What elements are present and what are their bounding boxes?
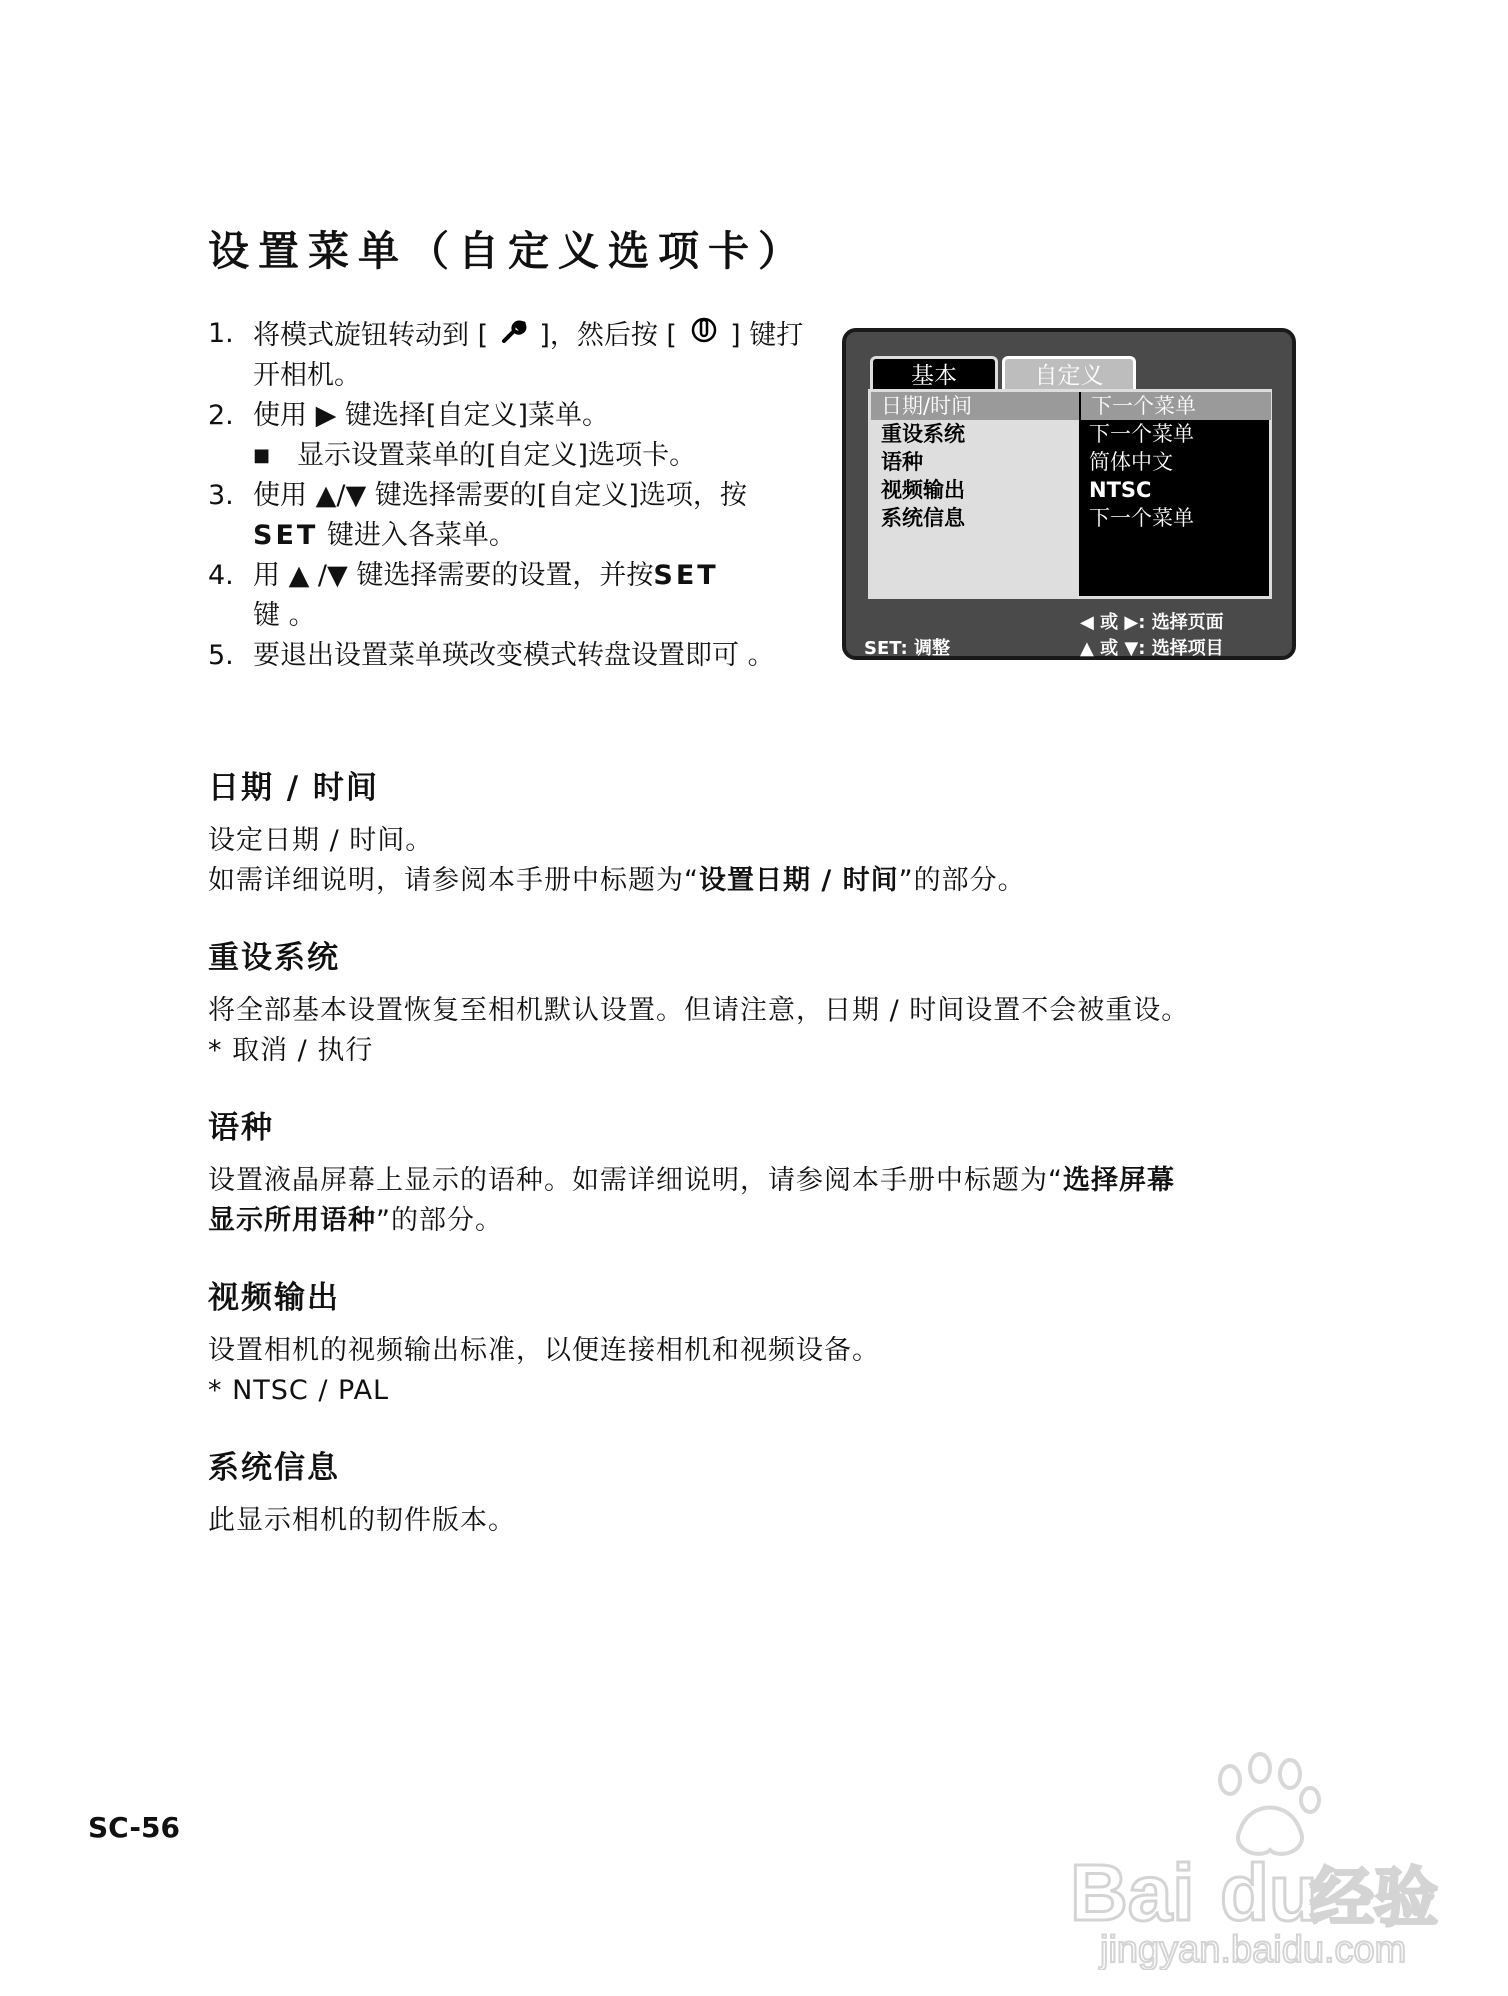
- lcd-hint-page: ◀ 或 ▶: 选择页面: [1080, 612, 1224, 633]
- lcd-value: 下一个菜单: [1089, 506, 1194, 530]
- svg-text:经验: 经验: [1310, 1862, 1438, 1936]
- section-heading: 语种: [208, 1110, 274, 1146]
- section-heading: 重设系统: [208, 940, 340, 976]
- section-datetime: 日期 / 时间 设定日期 / 时间。 如需详细说明，请参阅本手册中标题为“设置日期 / 时间”的部分。: [208, 762, 1026, 901]
- lcd-item-sysinfo: 系统信息: [881, 506, 965, 530]
- svg-text:du: du: [1220, 1848, 1318, 1937]
- step-3: 3. 使用 ▲/▼ 键选择需要的[自定义]选项，按SET 键进入各菜单。: [208, 480, 747, 551]
- wrench-icon: [497, 316, 531, 356]
- section-heading: 视频输出: [208, 1280, 340, 1316]
- lcd-item-language: 语种: [881, 450, 923, 474]
- tab-custom: 自定义: [1002, 356, 1136, 390]
- lcd-item-reset: 重设系统: [881, 422, 965, 446]
- lcd-menu-frame: [868, 389, 1272, 599]
- section-heading: 系统信息: [208, 1450, 340, 1486]
- lcd-value: 下一个菜单: [1089, 422, 1194, 446]
- lcd-item-video-out: 视频输出: [881, 478, 965, 502]
- lcd-value: 简体中文: [1089, 450, 1173, 474]
- step-2: 2. 使用 ▶ 键选择[自定义]菜单。: [208, 400, 609, 431]
- lcd-menu-left: [871, 392, 1079, 596]
- section-reset: 重设系统 将全部基本设置恢复至相机默认设置。但请注意，日期 / 时间设置不会被重设。 * 取消 / 执行: [208, 932, 1189, 1071]
- lcd-value: NTSC: [1089, 478, 1152, 502]
- section-heading: 日期 / 时间: [208, 770, 379, 806]
- steps-list: [208, 314, 808, 676]
- step-4: 4. 用 ▲ /▼ 键选择需要的设置，并按SET 键 。: [208, 560, 719, 631]
- lcd-value: 下一个菜单: [1081, 392, 1271, 420]
- lcd-item-datetime: 日期/时间: [871, 392, 1079, 420]
- baidu-watermark: [1060, 1750, 1460, 1970]
- section-sysinfo: 系统信息 此显示相机的韧件版本。: [208, 1442, 516, 1541]
- lcd-hint-item: ▲ 或 ▼: 选择项目: [1080, 638, 1224, 659]
- svg-text:jingyan.baidu.com: jingyan.baidu.com: [1100, 1929, 1407, 1970]
- tab-basic: 基本: [870, 356, 998, 390]
- step-2-bullet: ■ 显示设置菜单的[自定义]选项卡。: [208, 436, 808, 476]
- page-title: 设置菜单（自定义选项卡）: [208, 227, 808, 275]
- square-bullet-icon: ■: [253, 445, 271, 466]
- section-video-out: 视频输出 设置相机的视频输出标准，以便连接相机和视频设备。 * NTSC / PAL: [208, 1272, 880, 1411]
- lcd-hint-set: SET: 调整: [864, 638, 951, 659]
- step-1: 1. 将模式旋钮转动到 [ ]，然后按 [ ] 键打开相机。: [208, 314, 808, 396]
- step-5: 5. 要退出设置菜单瑛改变模式转盘设置即可 。: [208, 640, 775, 671]
- power-icon: [686, 314, 722, 356]
- lcd-menu-right: [1079, 392, 1269, 596]
- page-number: SC-56: [88, 1811, 180, 1844]
- lcd-screen: [842, 328, 1296, 660]
- svg-text:Bai: Bai: [1070, 1848, 1195, 1937]
- section-language: 语种 设置液晶屏幕上显示的语种。如需详细说明，请参阅本手册中标题为“选择屏幕 显示所用语种”的部分。: [208, 1102, 1175, 1241]
